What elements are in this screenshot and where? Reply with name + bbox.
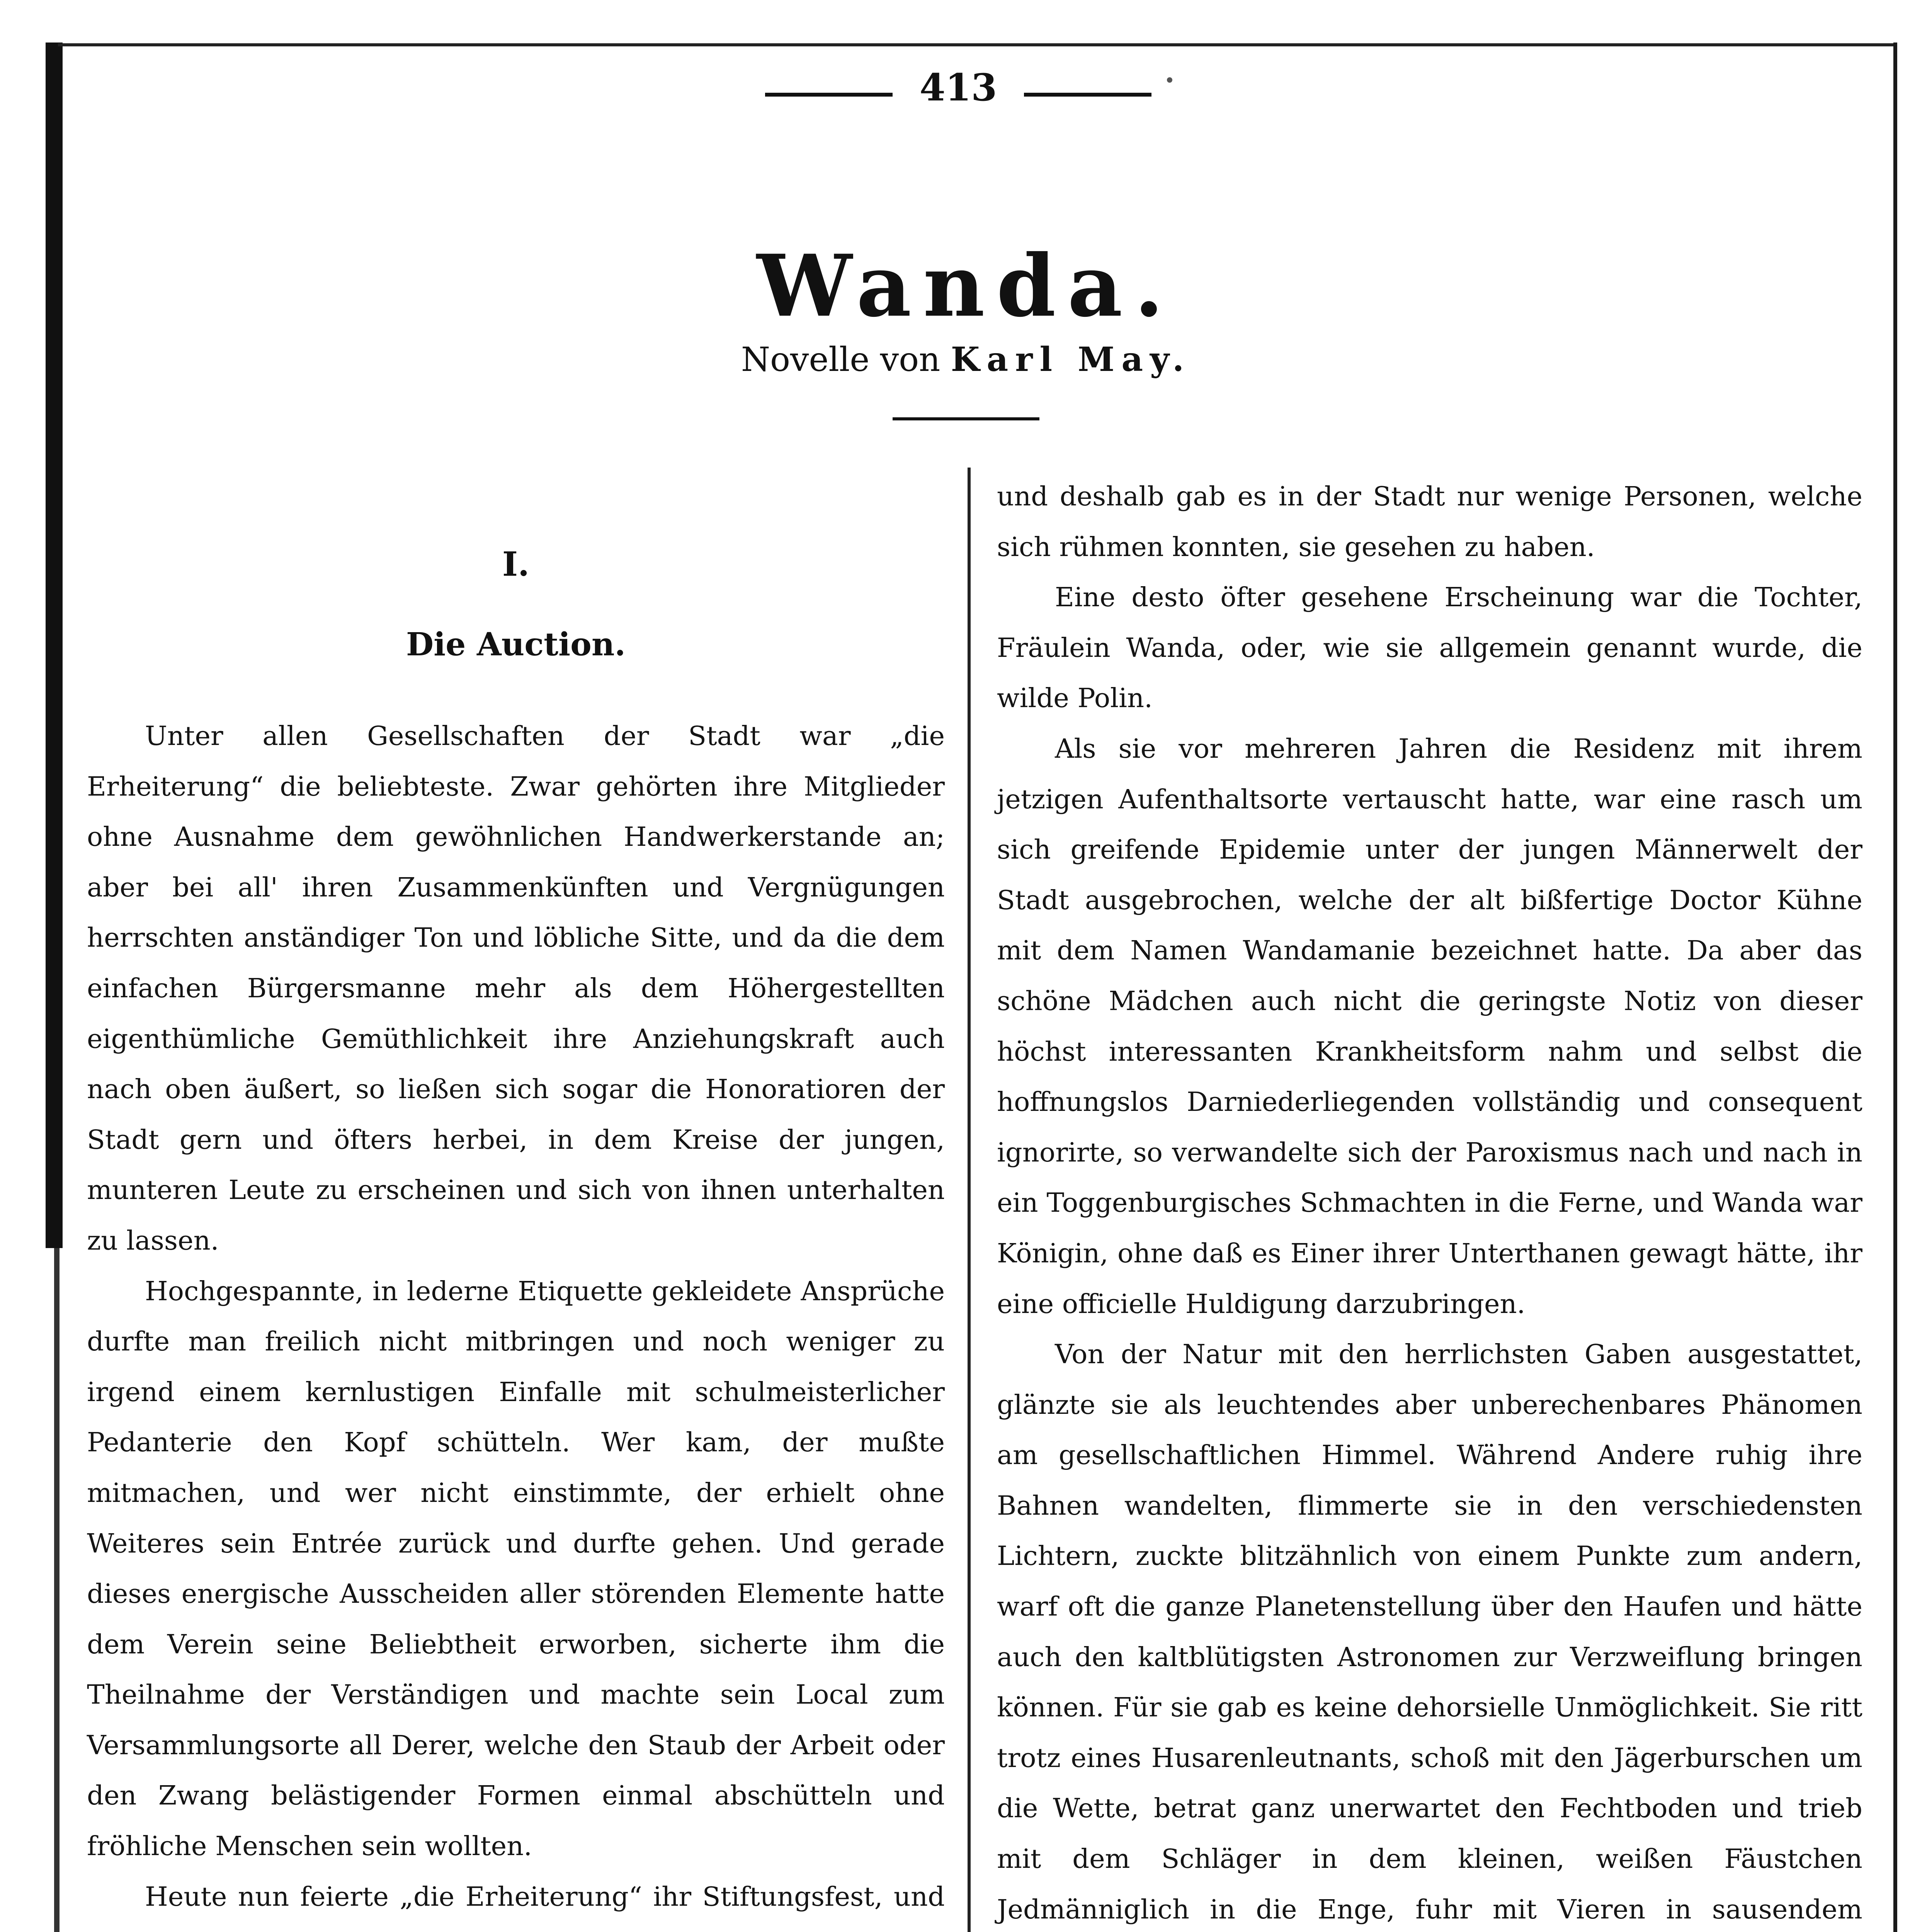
subtitle-prefix: Novelle von	[741, 340, 940, 379]
left-column	[87, 711, 945, 1932]
paragraph: Als sie vor mehreren Jahren die Residenz mit ihrem jetzigen Aufenthaltsorte vertauscht hatte, war eine rasch um sich greifende Epidemie unter der jungen Männerwelt der Stadt ausgebrochen, welche der alt bißfertige Doctor Kühne mit dem Namen Wandamanie bezeichnet hatte. Da aber das schöne Mädchen auch nicht die geringste Notiz von dieser höchst interessanten Krankheitsform nahm und selbst die hoffnungslos Darniederliegenden vollständig und consequent ignorirte, so verwandelte sich der Paroxismus nach und nach in ein Toggenburgisches Schmachten in die Ferne, und Wanda war Königin, ohne daß es Einer ihrer Unterthanen gewagt hätte, ihr eine officielle Huldigung darzubringen.	[997, 733, 1862, 1320]
right-column	[997, 471, 1862, 1932]
paragraph: Heute nun feierte „die Erheiterung“ ihr Stiftungsfest, und	[145, 1881, 945, 1912]
right-border-rule	[1893, 43, 1897, 1932]
column-divider	[968, 468, 971, 1932]
print-speck	[1167, 77, 1172, 83]
chapter-title: Die Auction.	[406, 626, 626, 663]
story-subtitle	[502, 340, 1430, 379]
page-number: 413	[919, 66, 997, 109]
binding-shadow-lower	[54, 1248, 60, 1932]
page-number-rule-right	[1024, 93, 1151, 97]
title-divider	[893, 417, 1039, 420]
binding-shadow	[46, 43, 63, 1248]
paragraph: Eine desto öfter gesehene Erscheinung war die Tochter, Fräulein Wanda, oder, wie sie allgemein genannt wurde, die wilde Polin.	[997, 582, 1862, 714]
top-border-rule	[58, 43, 1895, 46]
chapter-number: I.	[502, 545, 530, 584]
paragraph: und deshalb gab es in der Stadt nur wenige Personen, welche sich rühmen konnten, sie gesehen zu haben.	[997, 481, 1862, 563]
page-number-rule-left	[765, 93, 893, 97]
paragraph: Unter allen Gesellschaften der Stadt war „die Erheiterung“ die beliebteste. Zwar gehörten ihre Mitglieder ohne Ausnahme dem gewöhnlichen Handwerkerstande an; aber bei all' ihren Zusammenkünften und Vergnügungen herrschten anständiger Ton und löbliche Sitte, und da die dem einfachen Bürgersmanne mehr als dem Höhergestellten eigenthümliche Gemüthlichkeit ihre Anziehungskraft auch nach oben äußert, so ließen sich sogar die Honoratioren der Stadt gern und öfters herbei, in dem Kreise der jungen, munteren Leute zu erscheinen und sich von ihnen unterhalten zu lassen.	[87, 721, 945, 1256]
page-number-header	[765, 66, 1151, 120]
paragraph: Von der Natur mit den herrlichsten Gaben ausgestattet, glänzte sie als leuchtendes aber unberechenbares Phänomen am gesellschaftlichen Himmel. Während Andere ruhig ihre Bahnen wandelten, flimmerte sie in den verschiedensten Lichtern, zuckte blitzähnlich von einem Punkte zum andern, warf oft die ganze Planetenstellung über den Haufen und hätte auch den kaltblütigsten Astronomen zur Verzweiflung bringen können. Für sie gab es keine dehorsielle Unmöglichkeit. Sie ritt trotz eines Husarenleutnants, schoß mit den Jägerburschen um die Wette, betrat ganz unerwartet den Fechtboden und trieb mit dem Schläger in dem kleinen, weißen Fäustchen Jedmänniglich in die Enge, fuhr mit Vieren in sausendem	[997, 1339, 1862, 1925]
story-title: Wanda.	[757, 236, 1175, 336]
paragraph: Hochgespannte, in lederne Etiquette gekleidete Ansprüche durfte man freilich nicht mitbringen und noch weniger zu irgend einem kernlustigen Einfalle mit schulmeisterlicher Pedanterie den Kopf schütteln. Wer kam, der mußte mitmachen, und wer nicht einstimmte, der erhielt ohne Weiteres sein Entrée zurück und durfte gehen. Und gerade dieses energische Ausscheiden aller störenden Elemente hatte dem Verein seine Beliebtheit erworben, sicherte ihm die Theilnahme der Verständigen und machte sein Local zum Versammlungsorte all Derer, welche den Staub der Arbeit oder den Zwang belästigender Formen einmal abschütteln und fröhliche Menschen sein wollten.	[87, 1276, 945, 1862]
author-name: Karl May.	[951, 340, 1191, 379]
